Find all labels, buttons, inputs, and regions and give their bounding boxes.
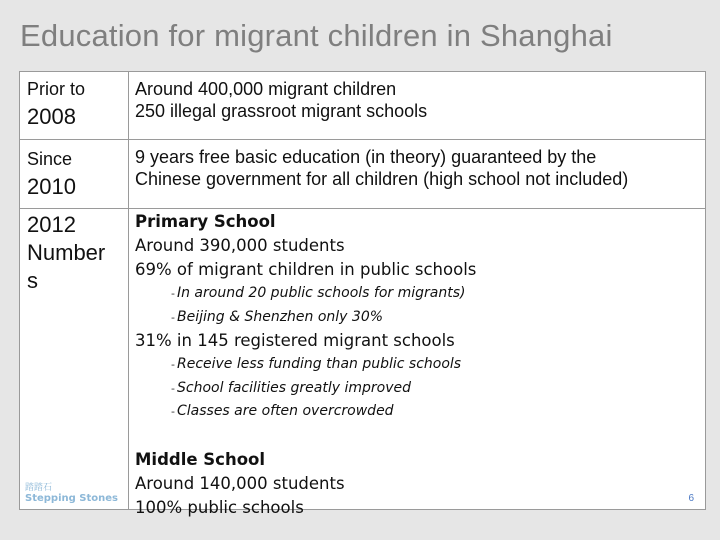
sub-bullet-text: In around 20 public schools for migrants) bbox=[176, 285, 466, 301]
sub-bullet-text: Receive less funding than public schools bbox=[176, 356, 462, 372]
row-label-prior-2008 bbox=[27, 78, 85, 130]
row-content-since-2010 bbox=[135, 146, 628, 190]
label-2012: 2012 bbox=[27, 212, 76, 237]
slide-title: Education for migrant children in Shanghai bbox=[20, 18, 613, 53]
sub-bullet bbox=[135, 377, 476, 401]
label-number: Number bbox=[27, 240, 106, 265]
middle-public-share: 100% public schools bbox=[135, 497, 304, 517]
sub-bullet bbox=[135, 306, 476, 330]
sub-bullet-text: Beijing & Shenzhen only 30% bbox=[176, 308, 384, 325]
sub-bullet bbox=[135, 282, 476, 306]
label-prior-to: Prior to bbox=[27, 79, 86, 99]
bullet-dash: - bbox=[171, 287, 175, 300]
registered-migrant-schools: 31% in 145 registered migrant schools bbox=[135, 331, 455, 350]
bullet-dash: - bbox=[171, 405, 175, 418]
sub-bullet bbox=[135, 353, 476, 377]
column-divider bbox=[128, 72, 129, 509]
row-divider-2 bbox=[20, 208, 705, 209]
bullet-dash: - bbox=[171, 310, 175, 324]
row-label-2012-numbers bbox=[27, 211, 105, 295]
label-since: Since bbox=[27, 149, 73, 169]
spacer bbox=[135, 424, 476, 448]
primary-school-heading: Primary School bbox=[135, 212, 276, 231]
middle-school-heading: Middle School bbox=[135, 449, 266, 469]
primary-students: Around 390,000 students bbox=[135, 236, 345, 255]
page-number: 6 bbox=[688, 493, 694, 504]
content-line: Around 400,000 migrant children bbox=[135, 79, 397, 99]
row-content-prior-2008 bbox=[135, 78, 427, 122]
bullet-dash: - bbox=[171, 358, 175, 371]
row-divider-1 bbox=[20, 139, 705, 140]
content-table bbox=[19, 71, 706, 517]
row-label-since-2010 bbox=[27, 148, 76, 200]
primary-public-share: 69% of migrant children in public schools bbox=[135, 260, 477, 279]
content-line: 9 years free basic education (in theory) guaranteed by the bbox=[135, 147, 597, 167]
content-line: 250 illegal grassroot migrant schools bbox=[135, 101, 428, 121]
label-year-2010: 2010 bbox=[27, 174, 76, 199]
row-content-2012 bbox=[135, 210, 476, 520]
label-year-2008: 2008 bbox=[27, 104, 76, 129]
stepping-stones-logo bbox=[25, 483, 118, 505]
label-s: s bbox=[27, 268, 38, 293]
sub-bullet-text: School facilities greatly improved bbox=[176, 379, 411, 396]
sub-bullet-text: Classes are often overcrowded bbox=[176, 403, 394, 419]
logo-english-text: Stepping Stones bbox=[25, 493, 118, 504]
content-line: Chinese government for all children (high school not included) bbox=[135, 169, 629, 189]
sub-bullet bbox=[135, 400, 476, 424]
logo-chinese-text: 踏踏石 bbox=[25, 483, 53, 493]
middle-students: Around 140,000 students bbox=[135, 473, 345, 493]
bullet-dash: - bbox=[171, 381, 175, 395]
